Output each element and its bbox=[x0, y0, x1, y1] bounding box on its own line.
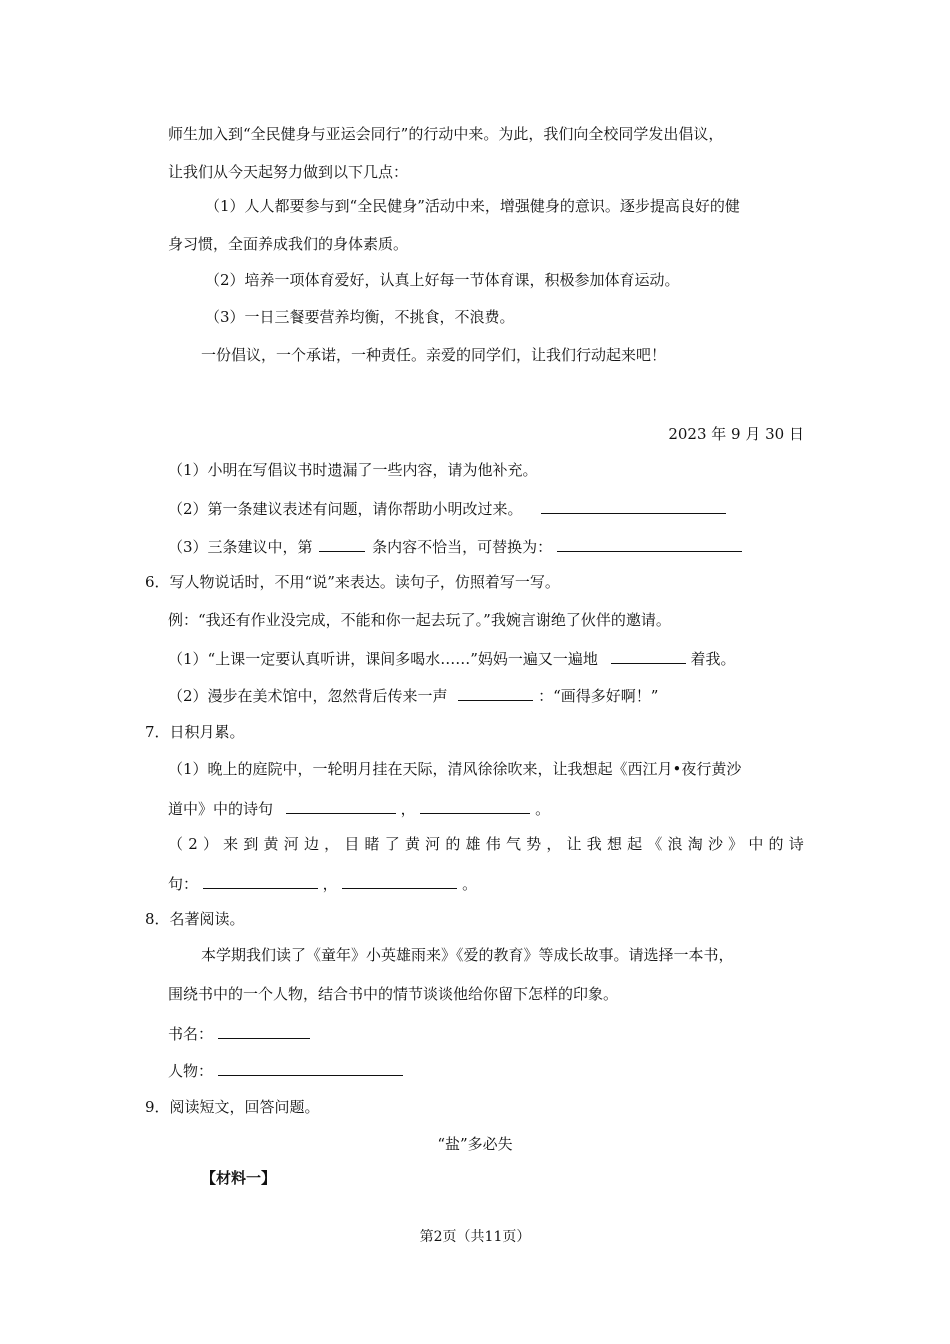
material-heading: 【材料一】 bbox=[201, 1169, 277, 1187]
q7-sub2-cont bbox=[168, 872, 477, 892]
page-footer: 第2页（共11页） bbox=[419, 1229, 531, 1245]
passage-line: 让我们从今天起努力做到以下几点： bbox=[168, 163, 409, 181]
answer-blank[interactable] bbox=[420, 797, 530, 814]
answer-blank[interactable] bbox=[319, 535, 365, 552]
period: 。 bbox=[535, 800, 551, 818]
answer-blank[interactable] bbox=[611, 647, 686, 664]
q6-sub2-text-b: ：“画得多好啊！” bbox=[538, 687, 659, 705]
q8-book-row bbox=[168, 1022, 310, 1042]
q6-example: 例：“我还有作业没完成，不能和你一起去玩了。”我婉言谢绝了伙伴的邀请。 bbox=[168, 611, 671, 629]
answer-blank[interactable] bbox=[203, 872, 318, 889]
q7-sub2: （2）来到黄河边，目睹了黄河的雄伟气势，让我想起《浪淘沙》中的诗 bbox=[168, 835, 809, 853]
book-answer-blank[interactable] bbox=[218, 1022, 310, 1039]
separator-comma: ， bbox=[400, 800, 416, 818]
proposal-closing: 一份倡议，一个承诺，一种责任。亲爱的同学们，让我们行动起来吧！ bbox=[201, 346, 667, 364]
q7-sub1-text-b: 道中》中的诗句 bbox=[168, 800, 274, 818]
q6-sub2 bbox=[168, 684, 658, 704]
separator-comma: ， bbox=[322, 875, 338, 893]
book-label: 书名： bbox=[168, 1025, 214, 1043]
q6-sub2-text-a: （2）漫步在美术馆中，忽然背后传来一声 bbox=[168, 687, 448, 705]
q8-body-cont: 围绕书中的一个人物，结合书中的情节谈谈他给你留下怎样的印象。 bbox=[168, 985, 619, 1003]
q5-sub2 bbox=[168, 497, 726, 517]
q5-sub3-text-b: 条内容不恰当，可替换为： bbox=[372, 538, 553, 556]
proposal-item-2: （2）培养一项体育爱好，认真上好每一节体育课，积极参加体育运动。 bbox=[205, 271, 680, 289]
q6-sub1-text-a: （1）“上课一定要认真听讲，课间多喝水……”妈妈一遍又一遍地 bbox=[168, 650, 598, 668]
q8-stem: 8．名著阅读。 bbox=[145, 910, 245, 928]
q9-stem: 9．阅读短文，回答问题。 bbox=[145, 1098, 320, 1116]
q5-sub2-text: （2）第一条建议表述有问题，请你帮助小明改过来。 bbox=[168, 500, 523, 518]
answer-blank[interactable] bbox=[541, 497, 726, 514]
q8-person-row bbox=[168, 1059, 403, 1079]
q8-body: 本学期我们读了《童年》小英雄雨来》《爱的教育》等成长故事。请选择一本书， bbox=[201, 946, 734, 964]
q5-sub3 bbox=[168, 535, 742, 555]
q6-sub1 bbox=[168, 647, 735, 667]
q7-sub2-text-b: 句： bbox=[168, 875, 199, 893]
q5-sub3-text-a: （3）三条建议中，第 bbox=[168, 538, 313, 556]
person-label: 人物： bbox=[168, 1062, 214, 1080]
proposal-item-3: （3）一日三餐要营养均衡，不挑食，不浪费。 bbox=[205, 308, 515, 326]
answer-blank[interactable] bbox=[342, 872, 457, 889]
q7-sub1-cont bbox=[168, 797, 550, 817]
passage-line: 师生加入到“全民健身与亚运会同行”的行动中来。为此，我们向全校同学发出倡议， bbox=[168, 125, 724, 143]
period: 。 bbox=[462, 875, 478, 893]
proposal-item-1: （1）人人都要参与到“全民健身”活动中来，增强健身的意识。逐步提高良好的健 bbox=[205, 197, 740, 215]
q6-stem: 6．写人物说话时，不用“说”来表达。读句子，仿照着写一写。 bbox=[145, 573, 560, 591]
q7-stem: 7．日积月累。 bbox=[145, 723, 245, 741]
proposal-item-1-cont: 身习惯，全面养成我们的身体素质。 bbox=[168, 235, 409, 253]
answer-blank[interactable] bbox=[557, 535, 742, 552]
q5-sub1: （1）小明在写倡议书时遗漏了一些内容，请为他补充。 bbox=[168, 461, 538, 479]
q7-sub1: （1）晚上的庭院中，一轮明月挂在天际，清风徐徐吹来，让我想起《西江月•夜行黄沙 bbox=[168, 760, 742, 778]
q6-sub1-text-b: 着我。 bbox=[690, 650, 736, 668]
answer-blank[interactable] bbox=[286, 797, 396, 814]
answer-blank[interactable] bbox=[458, 684, 533, 701]
person-answer-blank[interactable] bbox=[218, 1059, 403, 1076]
article-title: “盐”多必失 bbox=[437, 1135, 513, 1153]
proposal-date: 2023 年 9 月 30 日 bbox=[668, 425, 804, 443]
